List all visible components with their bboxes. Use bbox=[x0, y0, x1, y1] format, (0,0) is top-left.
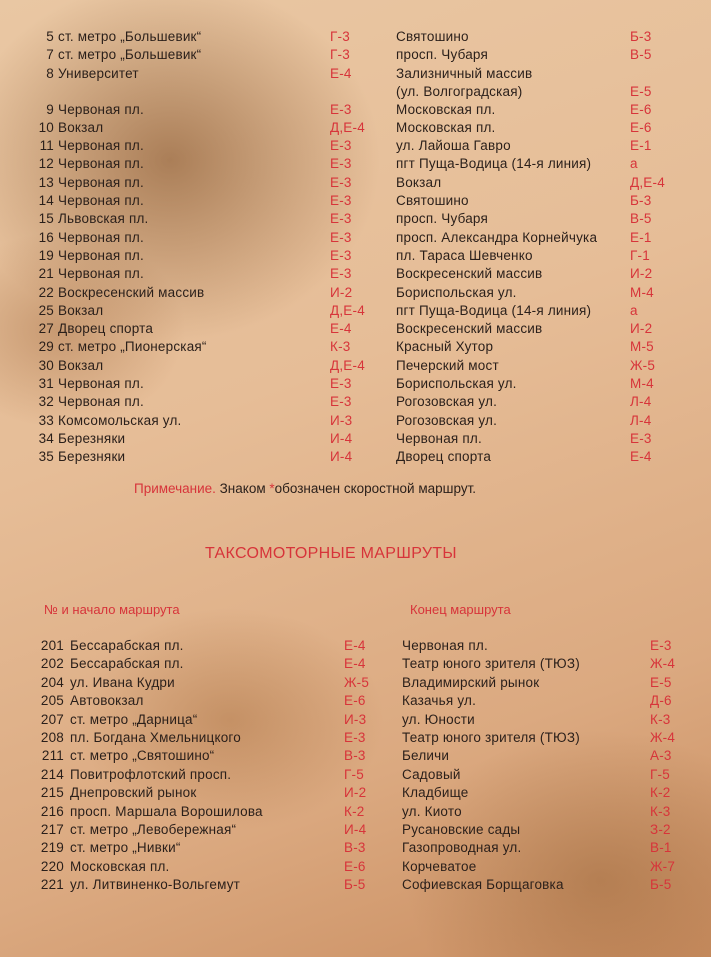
route-end-grid: а bbox=[630, 156, 638, 172]
route-end: Беличи bbox=[402, 748, 450, 764]
route-row bbox=[0, 265, 711, 283]
taxi-routes-table bbox=[0, 637, 711, 894]
route-number: 29 bbox=[38, 339, 54, 355]
route-row bbox=[0, 711, 711, 729]
route-start-grid: Е-3 bbox=[330, 193, 352, 209]
route-start-grid: И-2 bbox=[344, 785, 367, 801]
route-start: Комсомольская ул. bbox=[58, 412, 182, 428]
route-row bbox=[0, 803, 711, 821]
route-start-grid: Е-6 bbox=[344, 693, 366, 709]
route-end-grid: В-1 bbox=[650, 840, 672, 856]
route-start: Червоная пл. bbox=[58, 174, 144, 190]
route-end: ул. Лайоша Гавро bbox=[396, 138, 511, 154]
route-row bbox=[0, 729, 711, 747]
route-end-grid: М-4 bbox=[630, 284, 654, 300]
footnote-text-before: Знаком bbox=[215, 481, 270, 496]
route-start: Повитрофлотский просп. bbox=[70, 766, 232, 782]
route-number: 16 bbox=[38, 229, 54, 245]
route-start-grid: Г-5 bbox=[344, 766, 364, 782]
route-end: пгт Пуща-Водица (14-я линия) bbox=[396, 302, 592, 318]
route-row bbox=[0, 302, 711, 320]
route-row bbox=[0, 247, 711, 265]
route-end-grid: Е-1 bbox=[630, 138, 652, 154]
route-start: Березняки bbox=[58, 430, 126, 446]
route-end: просп. Чубаря bbox=[396, 211, 488, 227]
route-number: 205 bbox=[40, 693, 64, 709]
route-end: Газопроводная ул. bbox=[402, 840, 522, 856]
route-end: Корчеватое bbox=[402, 858, 477, 874]
route-end: Святошино bbox=[396, 29, 469, 44]
route-number: 10 bbox=[38, 119, 54, 135]
route-number: 217 bbox=[40, 821, 64, 837]
route-start-grid: Г-3 bbox=[330, 47, 350, 63]
route-end-grid: З-2 bbox=[650, 821, 671, 837]
route-start-grid: В-3 bbox=[344, 748, 366, 764]
route-end-grid: Е-3 bbox=[650, 638, 672, 653]
route-end: Червоная пл. bbox=[402, 638, 488, 653]
route-end-grid: Е-6 bbox=[630, 119, 652, 135]
route-start: Университет bbox=[58, 65, 139, 81]
route-start-grid: Е-4 bbox=[344, 656, 366, 672]
route-start: Червоная пл. bbox=[58, 156, 144, 172]
route-end: Дворец спорта bbox=[396, 449, 492, 465]
taxi-header-end: Конец маршрута bbox=[410, 602, 511, 617]
route-end: Кладбище bbox=[402, 785, 469, 801]
route-start-grid: Е-3 bbox=[330, 394, 352, 410]
taxi-header-start: № и начало маршрута bbox=[44, 602, 180, 617]
route-end: ул. Юности bbox=[402, 711, 475, 727]
route-start-grid: Д,Е-4 bbox=[330, 357, 365, 373]
route-start: Воскресенский массив bbox=[58, 284, 205, 300]
route-end-grid: Е-5 bbox=[630, 83, 652, 99]
route-number: 220 bbox=[40, 858, 64, 874]
route-number: 34 bbox=[38, 430, 54, 446]
route-row bbox=[0, 448, 711, 466]
route-row bbox=[0, 65, 711, 101]
route-end-grid: Е-4 bbox=[630, 449, 652, 465]
route-row bbox=[0, 747, 711, 765]
route-end-grid: а bbox=[630, 302, 638, 318]
route-end-grid: И-2 bbox=[630, 266, 653, 282]
route-start: Червоная пл. bbox=[58, 376, 144, 392]
route-end: Московская пл. bbox=[396, 119, 496, 135]
route-end-grid: Д,Е-4 bbox=[630, 174, 665, 190]
route-number: 25 bbox=[38, 302, 54, 318]
route-start-grid: К-3 bbox=[330, 339, 351, 355]
route-row bbox=[0, 637, 711, 655]
route-number: 15 bbox=[38, 211, 54, 227]
route-row bbox=[0, 674, 711, 692]
route-end-grid: Е-5 bbox=[650, 674, 672, 690]
route-start: ул. Ивана Кудри bbox=[70, 674, 175, 690]
route-start-grid: Е-3 bbox=[330, 229, 352, 245]
route-end: Владимирский рынок bbox=[402, 674, 540, 690]
route-end-grid: М-4 bbox=[630, 376, 654, 392]
route-end: ул. Киото bbox=[402, 803, 462, 819]
route-end-grid: А-3 bbox=[650, 748, 672, 764]
route-row bbox=[0, 655, 711, 673]
route-end: Печерский мост bbox=[396, 357, 499, 373]
route-row bbox=[0, 174, 711, 192]
route-start-grid: И-2 bbox=[330, 284, 353, 300]
route-end: Театр юного зрителя (ТЮЗ) bbox=[402, 729, 580, 745]
route-start: Березняки bbox=[58, 449, 126, 465]
route-start: Бессарабская пл. bbox=[70, 638, 184, 653]
footnote-text-after: обозначен скоростной маршрут. bbox=[274, 481, 477, 496]
route-number: 32 bbox=[38, 394, 54, 410]
route-start: ул. Литвиненко-Вольгемут bbox=[70, 877, 241, 893]
route-end: Русановские сады bbox=[402, 821, 521, 837]
route-start: Вокзал bbox=[58, 357, 104, 373]
route-number: 8 bbox=[46, 65, 54, 81]
route-end-grid: Д-6 bbox=[650, 693, 672, 709]
route-number: 35 bbox=[38, 449, 54, 465]
route-end: Садовый bbox=[402, 766, 461, 782]
route-start: ст. метро „Пионерская“ bbox=[58, 339, 207, 355]
route-start-grid: И-3 bbox=[344, 711, 367, 727]
route-start: Червоная пл. bbox=[58, 229, 144, 245]
route-end: просп. Чубаря bbox=[396, 47, 488, 63]
route-end-grid: Е-6 bbox=[630, 101, 652, 117]
route-end-subline: (ул. Волгоградская) bbox=[396, 83, 523, 99]
route-row bbox=[0, 839, 711, 857]
route-start-grid: И-4 bbox=[330, 430, 353, 446]
route-number: 7 bbox=[46, 47, 54, 63]
route-start: ст. метро „Святошино“ bbox=[70, 748, 215, 764]
route-start-grid: Е-4 bbox=[330, 321, 352, 337]
route-end: Казачья ул. bbox=[402, 693, 477, 709]
route-end-grid: К-3 bbox=[650, 803, 671, 819]
route-number: 221 bbox=[40, 877, 64, 893]
taxi-section-title: ТАКСОМОТОРНЫЕ МАРШРУТЫ bbox=[205, 545, 457, 562]
route-number: 207 bbox=[40, 711, 64, 727]
route-number: 9 bbox=[46, 101, 54, 117]
route-start-grid: Е-3 bbox=[330, 174, 352, 190]
route-end-grid: Ж-4 bbox=[650, 656, 676, 672]
route-start-grid: В-3 bbox=[344, 840, 366, 856]
route-row bbox=[0, 137, 711, 155]
route-start: Червоная пл. bbox=[58, 101, 144, 117]
route-number: 201 bbox=[40, 638, 64, 653]
route-row bbox=[0, 284, 711, 302]
trolleybus-routes-table bbox=[0, 28, 711, 467]
route-start: Червоная пл. bbox=[58, 247, 144, 263]
route-end-grid: И-2 bbox=[630, 321, 653, 337]
route-end-line: Зализничный массив bbox=[396, 65, 533, 81]
route-row bbox=[0, 784, 711, 802]
route-end: Рогозовская ул. bbox=[396, 394, 498, 410]
route-number: 208 bbox=[40, 729, 64, 745]
route-end-grid: Б-5 bbox=[650, 877, 672, 893]
route-start-grid: Е-4 bbox=[344, 638, 366, 653]
route-number: 12 bbox=[38, 156, 54, 172]
route-start: Вокзал bbox=[58, 119, 104, 135]
route-start: Автовокзал bbox=[70, 693, 144, 709]
route-end-grid: М-5 bbox=[630, 339, 654, 355]
route-start-grid: Е-3 bbox=[330, 138, 352, 154]
route-start: Львовская пл. bbox=[58, 211, 149, 227]
footnote-label: Примечание. bbox=[134, 481, 216, 496]
route-start-grid: Б-5 bbox=[344, 877, 366, 893]
route-row bbox=[0, 876, 711, 894]
route-start: Московская пл. bbox=[70, 858, 170, 874]
route-end: просп. Александра Корнейчука bbox=[396, 229, 598, 245]
route-start-grid: Д,Е-4 bbox=[330, 119, 365, 135]
route-start-grid: И-4 bbox=[330, 449, 353, 465]
route-start: просп. Маршала Ворошилова bbox=[70, 803, 263, 819]
route-row bbox=[0, 338, 711, 356]
route-row bbox=[0, 320, 711, 338]
route-end: Вокзал bbox=[396, 174, 442, 190]
route-end: пл. Тараса Шевченко bbox=[396, 247, 533, 263]
route-end-grid: Л-4 bbox=[630, 412, 652, 428]
route-number: 11 bbox=[39, 138, 54, 154]
route-start-grid: Е-3 bbox=[344, 729, 366, 745]
route-start-grid: Е-4 bbox=[330, 65, 352, 81]
route-row bbox=[0, 46, 711, 64]
route-start: ст. метро „Дарница“ bbox=[70, 711, 198, 727]
route-end-grid: В-5 bbox=[630, 211, 652, 227]
route-start: Бессарабская пл. bbox=[70, 656, 184, 672]
route-end-grid: Е-1 bbox=[630, 229, 652, 245]
route-end bbox=[396, 65, 532, 101]
route-number: 216 bbox=[40, 803, 64, 819]
express-star-icon: * bbox=[269, 481, 275, 496]
route-start: Вокзал bbox=[58, 302, 104, 318]
route-number: 219 bbox=[40, 840, 64, 856]
route-number: 211 bbox=[41, 748, 64, 764]
route-row bbox=[0, 821, 711, 839]
route-end-grid: Ж-5 bbox=[630, 357, 656, 373]
route-start-grid: И-4 bbox=[344, 821, 367, 837]
route-end: Красный Хутор bbox=[396, 339, 494, 355]
route-row bbox=[0, 155, 711, 173]
route-row bbox=[0, 766, 711, 784]
route-end-grid: В-5 bbox=[630, 47, 652, 63]
route-end: Софиевская Борщаговка bbox=[402, 877, 564, 893]
route-end-grid: Е-3 bbox=[630, 430, 652, 446]
route-start-grid: Ж-5 bbox=[344, 674, 370, 690]
route-number: 214 bbox=[40, 766, 64, 782]
route-start: Дворец спорта bbox=[58, 321, 154, 337]
route-end: Червоная пл. bbox=[396, 430, 482, 446]
route-end-grid: Ж-4 bbox=[650, 729, 676, 745]
route-end: Воскресенский массив bbox=[396, 321, 543, 337]
route-number: 13 bbox=[38, 174, 54, 190]
route-row bbox=[0, 412, 711, 430]
route-end: Святошино bbox=[396, 193, 469, 209]
route-row bbox=[0, 210, 711, 228]
route-number: 30 bbox=[38, 357, 54, 373]
route-start: Червоная пл. bbox=[58, 193, 144, 209]
route-end: пгт Пуща-Водица (14-я линия) bbox=[396, 156, 592, 172]
route-start-grid: Е-6 bbox=[344, 858, 366, 874]
route-start-grid: Е-3 bbox=[330, 376, 352, 392]
route-end: Театр юного зрителя (ТЮЗ) bbox=[402, 656, 580, 672]
route-row bbox=[0, 375, 711, 393]
route-start: ст. метро „Левобережная“ bbox=[70, 821, 237, 837]
route-start-grid: Д,Е-4 bbox=[330, 302, 365, 318]
route-number: 202 bbox=[40, 656, 64, 672]
route-start-grid: Е-3 bbox=[330, 101, 352, 117]
route-number: 33 bbox=[38, 412, 54, 428]
route-end: Рогозовская ул. bbox=[396, 412, 498, 428]
route-end: Бориспольская ул. bbox=[396, 284, 517, 300]
route-start: ст. метро „Большевик“ bbox=[58, 47, 202, 63]
route-start: Червоная пл. bbox=[58, 266, 144, 282]
route-row bbox=[0, 692, 711, 710]
route-end-grid: Г-1 bbox=[630, 247, 650, 263]
footnote bbox=[134, 481, 476, 496]
route-end: Воскресенский массив bbox=[396, 266, 543, 282]
route-start: Днепровский рынок bbox=[70, 785, 197, 801]
route-start: Червоная пл. bbox=[58, 138, 144, 154]
route-end: Бориспольская ул. bbox=[396, 376, 517, 392]
route-start: ст. метро „Нивки“ bbox=[70, 840, 181, 856]
route-end-grid: Б-3 bbox=[630, 193, 652, 209]
route-end-grid: Б-3 bbox=[630, 29, 652, 44]
route-number: 21 bbox=[38, 266, 54, 282]
route-start: пл. Богдана Хмельницкого bbox=[70, 729, 241, 745]
route-row bbox=[0, 357, 711, 375]
route-start-grid: Г-3 bbox=[330, 29, 350, 44]
route-end-grid: Л-4 bbox=[630, 394, 652, 410]
route-start-grid: Е-3 bbox=[330, 211, 352, 227]
route-number: 204 bbox=[40, 674, 64, 690]
route-start: Червоная пл. bbox=[58, 394, 144, 410]
route-row bbox=[0, 229, 711, 247]
route-row bbox=[0, 119, 711, 137]
route-number: 19 bbox=[38, 247, 54, 263]
route-row bbox=[0, 101, 711, 119]
route-row bbox=[0, 28, 711, 46]
route-row bbox=[0, 393, 711, 411]
route-start-grid: Е-3 bbox=[330, 156, 352, 172]
route-number: 215 bbox=[40, 785, 64, 801]
route-end-grid: Г-5 bbox=[650, 766, 670, 782]
route-end-grid: К-3 bbox=[650, 711, 671, 727]
route-row bbox=[0, 858, 711, 876]
route-row bbox=[0, 192, 711, 210]
route-start-grid: К-2 bbox=[344, 803, 365, 819]
route-start-grid: Е-3 bbox=[330, 266, 352, 282]
route-end-grid: Ж-7 bbox=[650, 858, 676, 874]
route-start: ст. метро „Большевик“ bbox=[58, 29, 202, 44]
route-start-grid: Е-3 bbox=[330, 247, 352, 263]
route-end-grid: К-2 bbox=[650, 785, 671, 801]
route-end: Московская пл. bbox=[396, 101, 496, 117]
route-number: 22 bbox=[38, 284, 54, 300]
route-number: 14 bbox=[38, 193, 54, 209]
route-number: 31 bbox=[38, 376, 54, 392]
route-row bbox=[0, 430, 711, 448]
route-start-grid: И-3 bbox=[330, 412, 353, 428]
route-number: 5 bbox=[46, 29, 54, 44]
route-number: 27 bbox=[38, 321, 54, 337]
